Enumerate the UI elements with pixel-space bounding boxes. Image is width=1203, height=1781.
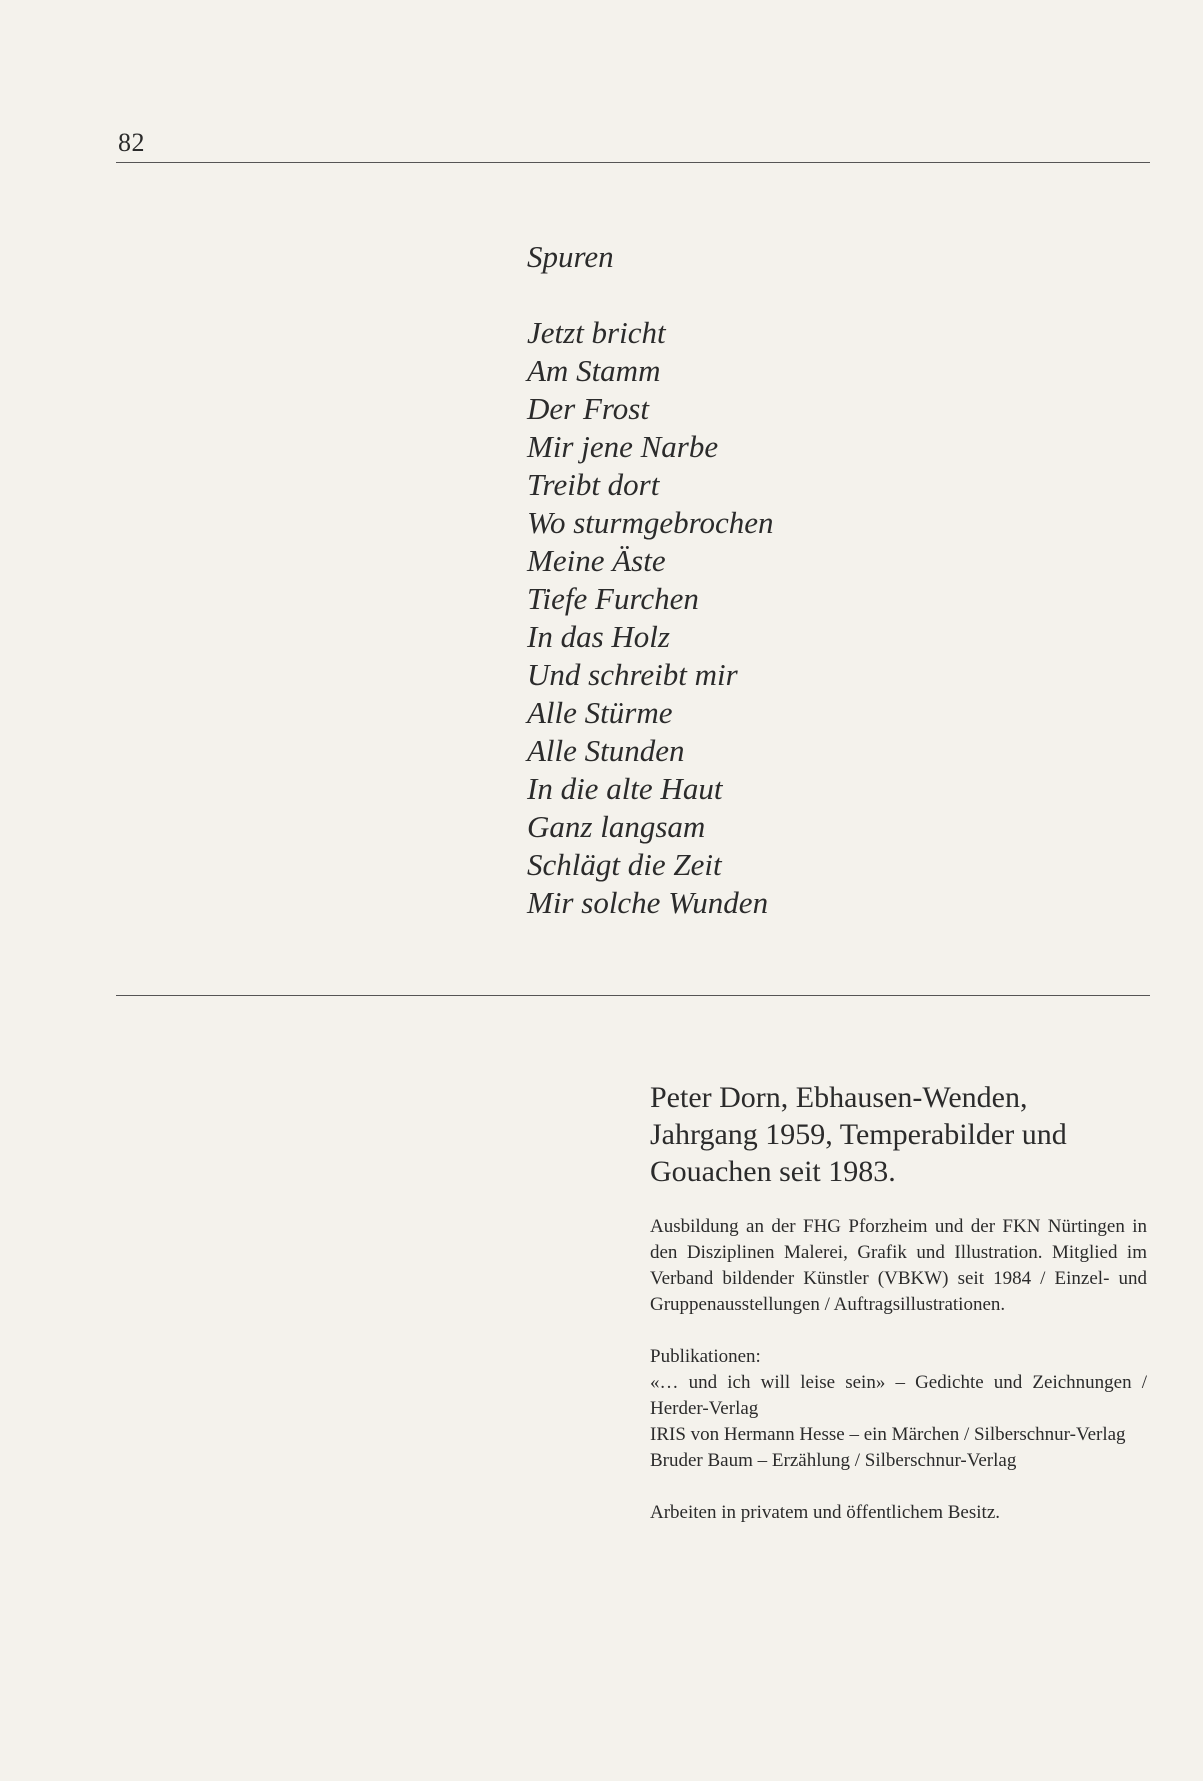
- poem-title: Spuren: [527, 239, 614, 274]
- publication-item: Bruder Baum – Erzählung / Silberschnur-Verlag: [650, 1450, 1017, 1471]
- poem-line: Alle Stürme: [527, 695, 673, 730]
- bio-heading: [650, 1079, 1147, 1190]
- poem-line: Ganz langsam: [527, 809, 706, 844]
- publications-label: Publikationen:: [650, 1346, 761, 1367]
- poem-line: Meine Äste: [527, 543, 666, 578]
- poem-line: Treibt dort: [527, 467, 660, 502]
- poem-line: In die alte Haut: [527, 771, 723, 806]
- publications-list: [650, 1344, 1147, 1474]
- poem-line: Mir jene Narbe: [527, 429, 719, 464]
- header-rule: [116, 162, 1150, 163]
- poem-line: In das Holz: [527, 619, 670, 654]
- section-rule: [116, 995, 1150, 996]
- bio-heading-line: Jahrgang 1959, Temperabilder und: [650, 1118, 1067, 1151]
- poem-line: Der Frost: [527, 391, 649, 426]
- poem-line: Schlägt die Zeit: [527, 847, 722, 882]
- bio-heading-line: Peter Dorn, Ebhausen-Wenden,: [650, 1081, 1028, 1114]
- poem-line: Jetzt bricht: [527, 315, 666, 350]
- bio-holdings: Arbeiten in privatem und öffentlichem Besitz.: [650, 1502, 1000, 1523]
- artist-bio: [650, 1079, 1147, 1526]
- bio-education: Ausbildung an der FHG Pforzheim und der FKN Nürtingen in den Disziplinen Malerei, Grafik und Illustration. Mitglied im Verband bildender Künstler (VBKW) seit 1984 / Einzel- und Gruppenausstellungen / Auftragsillustrationen.: [650, 1216, 1147, 1315]
- poem-line: Alle Stunden: [527, 733, 685, 768]
- publication-item: «… und ich will leise sein» – Gedichte und Zeichnungen / Herder-Verlag: [650, 1372, 1147, 1419]
- publication-item: IRIS von Hermann Hesse – ein Märchen / Silberschnur-Verlag: [650, 1424, 1126, 1445]
- poem: [527, 238, 774, 922]
- poem-line: Wo sturmgebrochen: [527, 505, 774, 540]
- page-number: 82: [118, 128, 145, 157]
- poem-line: Am Stamm: [527, 353, 661, 388]
- bio-heading-line: Gouachen seit 1983.: [650, 1155, 896, 1188]
- poem-line: Tiefe Furchen: [527, 581, 699, 616]
- poem-line: Und schreibt mir: [527, 657, 738, 692]
- poem-line: Mir solche Wunden: [527, 885, 769, 920]
